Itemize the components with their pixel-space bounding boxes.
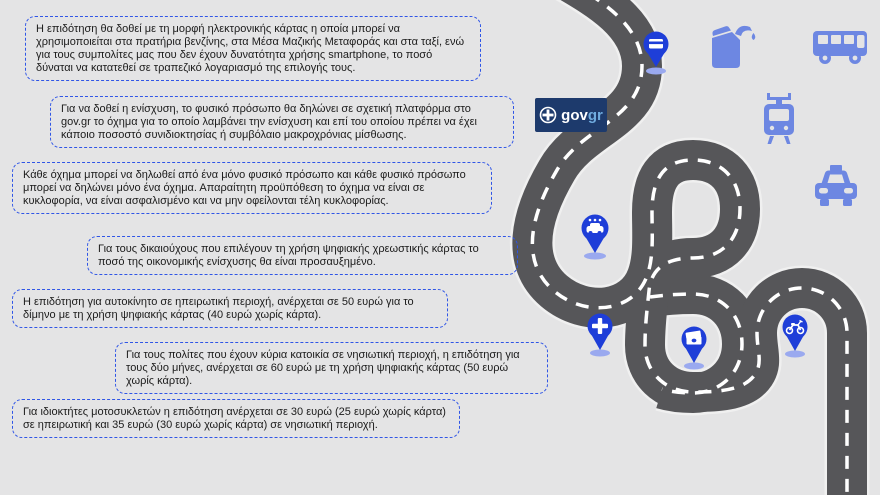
plus-pin-icon — [588, 314, 613, 357]
taxi-icon — [813, 165, 859, 209]
logo-text-gr: gr — [587, 106, 603, 124]
info-box-text: Κάθε όχημα μπορεί να δηλωθεί από ένα μόνο φυσικό πρόσωπο και κάθε φυσικό πρόσωπο μπορεί να δηλώνει μόνο ένα όχημα. Απαραίτητη προϋπόθεση το όχημα να είναι σε κυκλοφορία, να είναι ασφαλισμένο και να μην οφείλονται τέλη κυκλοφορίας. — [23, 169, 466, 207]
money-pin-icon — [682, 327, 707, 370]
info-box-text: Η επιδότηση για αυτοκίνητο σε ηπειρωτική περιοχή, ανέρχεται σε 50 ευρώ για το δίμηνο με τη χρήση ψηφιακής κάρτας (40 ευρώ χωρίς κάρτα). — [23, 296, 414, 321]
road-main — [532, 0, 847, 495]
info-box-text: Για τους δικαιούχους που επιλέγουν τη χρήση ψηφιακής χρεωστικής κάρτας το ποσό της οικονομικής ενίσχυσης θα είναι προσαυξημένο. — [98, 243, 479, 268]
info-box-text: Για ιδιοκτήτες μοτοσυκλετών η επιδότηση ανέρχεται σε 30 ευρώ (25 ευρώ χωρίς κάρτα) σε ηπειρωτική και 35 ευρώ (30 ευρώ χωρίς κάρτα) σε νησιωτική περιοχή. — [23, 406, 446, 431]
info-box-digital-card-bonus — [87, 236, 518, 275]
info-box-text: Για να δοθεί η ενίσχυση, το φυσικό πρόσωπο θα δηλώνει σε σχετική πλατφόρμα στο gov.gr το όχημα για το οποίο λαμβάνει την ενίσχυση και επί του οποίου πρέπει να έχει κάποιο ποσοστό συνιδιοκτησίας ή συμβόλαιο μακροχρόνιας μίσθωσης. — [61, 103, 477, 141]
motorcycle-pin-icon — [783, 315, 808, 358]
info-box-text: Η επιδότηση θα δοθεί με τη μορφή ηλεκτρονικής κάρτας η οποία μπορεί να χρησιμοποιείται στα πρατήρια βενζίνης, στα Μέσα Μαζικής Μεταφοράς και στα ταξί, ενώ για τους συμπολίτες μας που δεν έχουν δυνατότητα χρήσης smartphone, το ποσό δύναται να κατατεθεί σε τραπεζικό λογαριασμό της επιλογής τους. — [36, 23, 465, 74]
greek-emblem-icon — [539, 106, 557, 124]
bus-icon — [812, 27, 868, 67]
govgr-wordmark — [561, 108, 603, 123]
info-box-govgr-declaration — [50, 96, 514, 148]
fuel-can-icon — [706, 22, 758, 70]
govgr-logo — [535, 98, 607, 132]
info-box-card-subsidy — [25, 16, 481, 81]
info-box-mainland-amount — [12, 289, 448, 328]
car-pin-icon — [582, 215, 609, 260]
tram-icon — [760, 92, 798, 146]
info-box-text: Για τους πολίτες που έχουν κύρια κατοικία σε νησιωτική περιοχή, η επιδότηση για τους δύο μήνες, ανέρχεται σε 60 ευρώ με τη χρήση ψηφιακής κάρτας (50 ευρώ χωρίς κάρτα). — [126, 349, 520, 387]
info-box-vehicle-conditions — [12, 162, 492, 214]
logo-text-gov: gov — [561, 106, 588, 124]
info-box-island-amount — [115, 342, 548, 394]
info-box-motorcycle-amount — [12, 399, 460, 438]
